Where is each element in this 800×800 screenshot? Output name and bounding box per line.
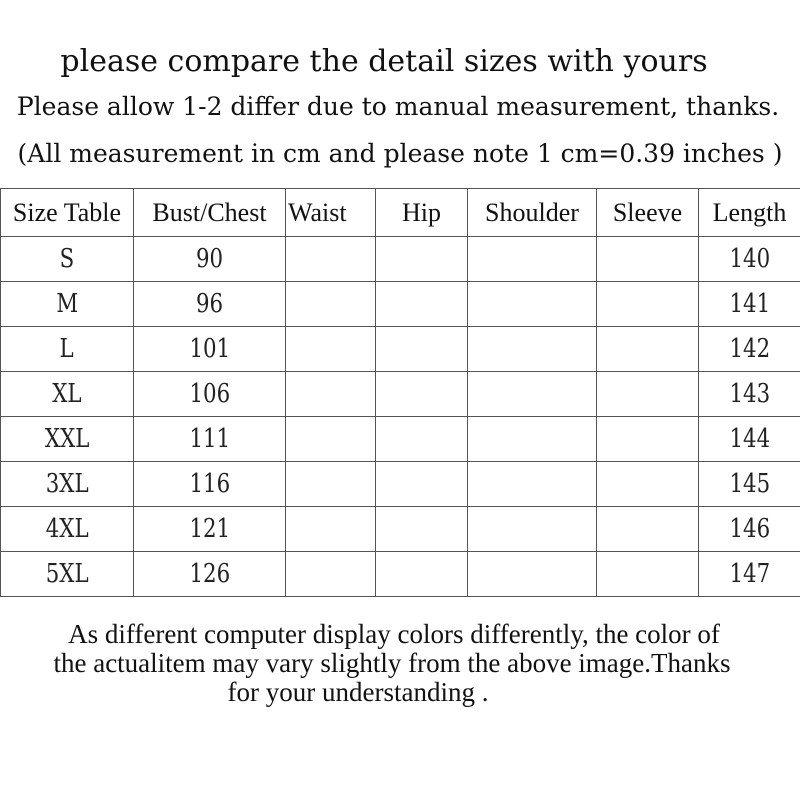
heading-compare-sizes: please compare the detail sizes with yours [60, 44, 708, 79]
table-row [1, 552, 800, 597]
table-cell: XL [1, 372, 134, 417]
table-cell [376, 507, 468, 552]
table-cell [468, 552, 597, 597]
table-row [1, 462, 800, 507]
table-cell [468, 507, 597, 552]
table-cell [468, 327, 597, 372]
column-header: Waist [286, 189, 376, 237]
table-cell: 4XL [1, 507, 134, 552]
column-header: Length [699, 189, 800, 237]
table-cell: S [1, 237, 134, 282]
table-cell [468, 237, 597, 282]
table-cell [597, 327, 699, 372]
table-cell: 121 [134, 507, 286, 552]
table-cell: 101 [134, 327, 286, 372]
table-cell [286, 237, 376, 282]
table-cell [597, 462, 699, 507]
table-row [1, 417, 800, 462]
table-cell [597, 507, 699, 552]
table-cell [286, 552, 376, 597]
table-cell: 111 [134, 417, 286, 462]
table-cell: 144 [699, 417, 800, 462]
table-cell [597, 282, 699, 327]
table-cell: XXL [1, 417, 134, 462]
table-cell [286, 327, 376, 372]
table-cell [597, 237, 699, 282]
table-cell [286, 462, 376, 507]
table-cell: 90 [134, 237, 286, 282]
table-row [1, 372, 800, 417]
table-cell [597, 417, 699, 462]
table-cell [376, 282, 468, 327]
table-cell: 96 [134, 282, 286, 327]
table-cell [597, 552, 699, 597]
table-cell [468, 417, 597, 462]
note-units: (All measurement in cm and please note 1 cm=0.39 inches ) [17, 139, 783, 168]
table-cell: 146 [699, 507, 800, 552]
column-header: Bust/Chest [134, 189, 286, 237]
table-cell [286, 507, 376, 552]
table-cell [376, 462, 468, 507]
table-cell: 142 [699, 327, 800, 372]
table-cell [376, 417, 468, 462]
table-cell: 141 [699, 282, 800, 327]
table-cell: L [1, 327, 134, 372]
table-cell: 145 [699, 462, 800, 507]
table-cell [286, 417, 376, 462]
note-measurement-tolerance: Please allow 1-2 differ due to manual measurement, thanks. [16, 92, 780, 121]
table-cell [286, 372, 376, 417]
table-cell: 147 [699, 552, 800, 597]
disclaimer-line-2: the actualitem may vary slightly from the above image.Thanks [53, 648, 731, 678]
table-cell: 126 [134, 552, 286, 597]
table-cell [376, 552, 468, 597]
table-cell [376, 237, 468, 282]
table-cell [286, 282, 376, 327]
table-cell [468, 372, 597, 417]
table-cell: 5XL [1, 552, 134, 597]
disclaimer-line-3: for your understanding . [227, 677, 489, 707]
table-cell [376, 372, 468, 417]
table-cell: 3XL [1, 462, 134, 507]
column-header: Sleeve [597, 189, 699, 237]
table-row [1, 237, 800, 282]
column-header: Size Table [1, 189, 134, 237]
table-cell [597, 372, 699, 417]
table-cell: 106 [134, 372, 286, 417]
table-row [1, 282, 800, 327]
disclaimer-line-1: As different computer display colors differently, the color of [68, 619, 720, 649]
table-cell [376, 327, 468, 372]
column-header: Hip [376, 189, 468, 237]
table-header-row [1, 189, 800, 237]
table-cell [468, 462, 597, 507]
column-header: Shoulder [468, 189, 597, 237]
size-table [0, 188, 800, 597]
table-cell: 143 [699, 372, 800, 417]
table-row [1, 507, 800, 552]
table-cell: 140 [699, 237, 800, 282]
table-cell [468, 282, 597, 327]
table-cell: M [1, 282, 134, 327]
table-row [1, 327, 800, 372]
table-cell: 116 [134, 462, 286, 507]
